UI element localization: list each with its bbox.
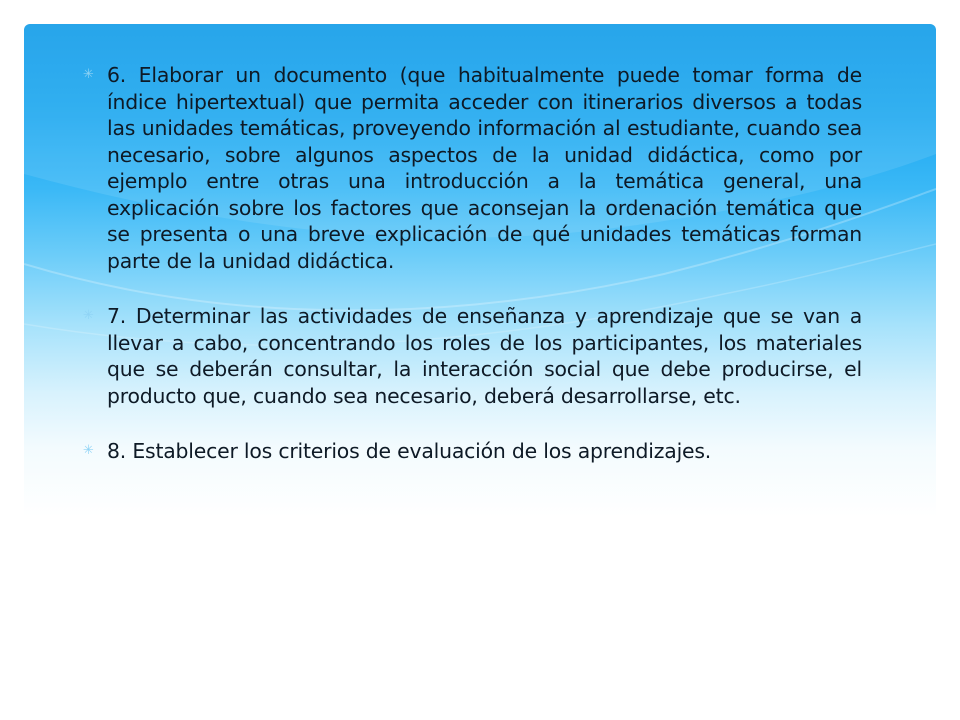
list-item-text: 7. Determinar las actividades de enseñanza y aprendizaje que se van a llevar a cabo, concentrando los roles de los participantes, los materiales que se deberán consultar, la interacción social que debe producirse, el producto que, cuando sea necesario, deberá desarrollarse, etc. (107, 304, 862, 408)
bullet-star-icon: ✳ (83, 308, 94, 323)
list-item (83, 62, 862, 274)
list-item (83, 438, 862, 465)
list-item-text: 8. Establecer los criterios de evaluación de los aprendizajes. (107, 439, 712, 463)
list-item (83, 303, 862, 409)
bullet-star-icon: ✳ (83, 443, 94, 458)
list-item-text: 6. Elaborar un documento (que habitualmente puede tomar forma de índice hipertextual) que permita acceder con itinerarios diversos a todas las unidades temáticas, proveyendo información al estudiante, cuando sea necesario, sobre algunos aspectos de la unidad didáctica, como por ejemplo entre otras una introducción a la temática general, una explicación sobre los factores que aconsejan la ordenación temática que se presenta o una breve explicación de qué unidades temáticas forman parte de la unidad didáctica. (107, 63, 862, 273)
bullet-star-icon: ✳ (83, 67, 94, 82)
bullet-list (83, 62, 862, 465)
